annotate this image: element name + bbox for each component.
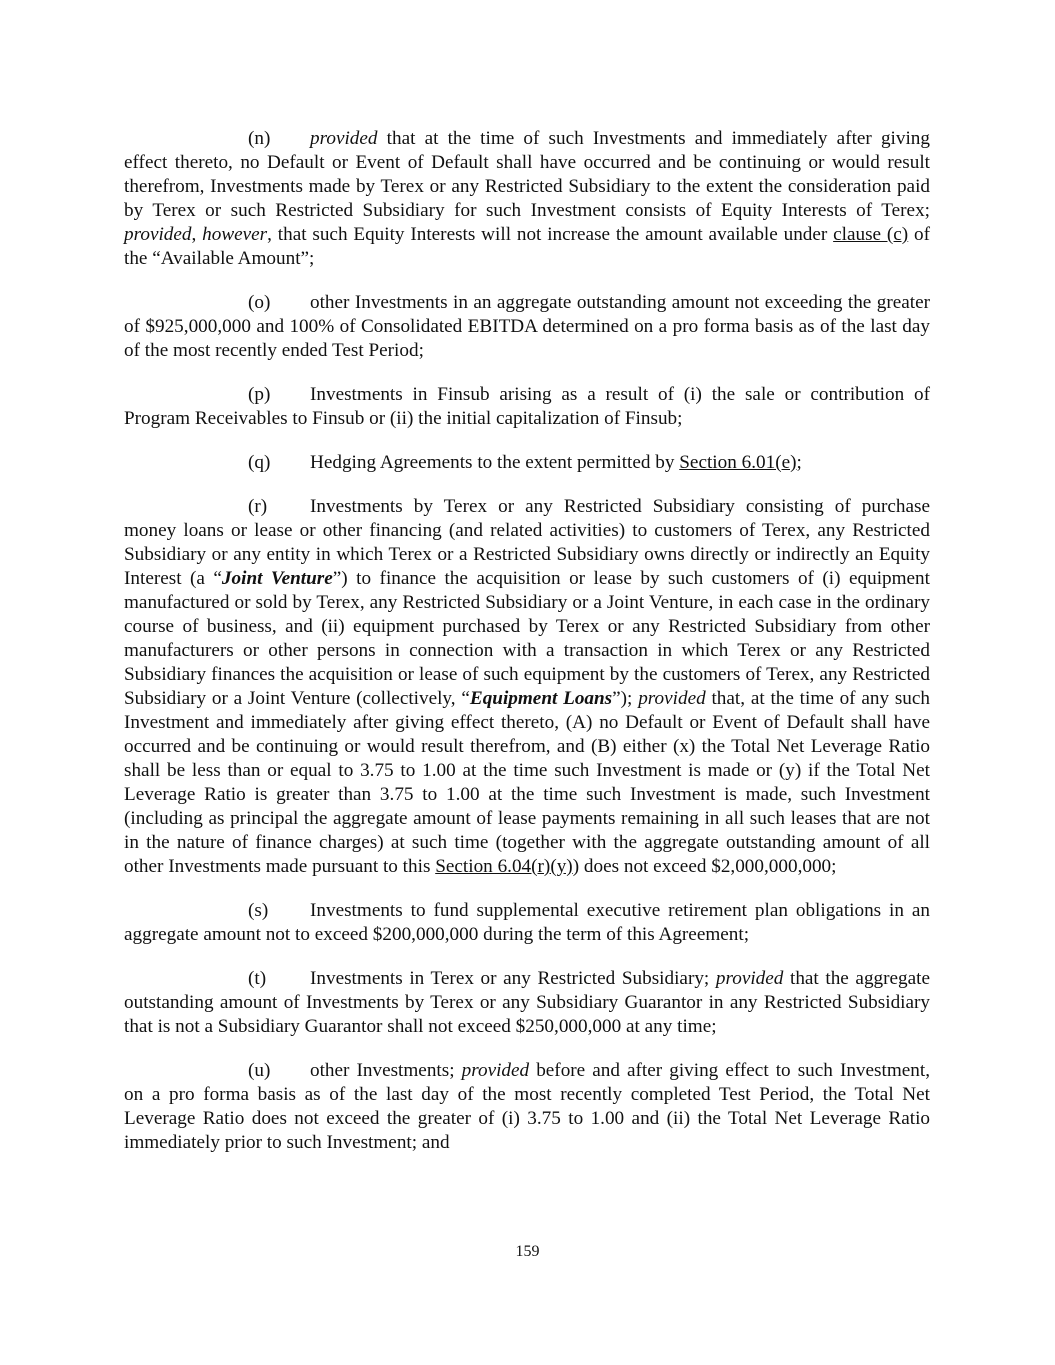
section-reference: Section 6.01(e) [679, 452, 797, 473]
clause-label: (t) [248, 968, 267, 989]
clause-s: (s) Investments to fund supplemental executive retirement plan obligations in an aggregate amount not to exceed $200,000,000 during the term of this Agreement; [124, 900, 930, 945]
clause-p: (p) Investments in Finsub arising as a result of (i) the sale or contribution of Program Receivables to Finsub or (ii) the initial capitalization of Finsub; [124, 384, 930, 429]
clause-label: (s) [248, 900, 269, 921]
clause-o: (o) other Investments in an aggregate outstanding amount not exceeding the greater of $925,000,000 and 100% of Consolidated EBITDA determined on a pro forma basis as of the last day of the most recently ended Test Period; [124, 292, 930, 361]
section-reference: Section 6.04(r)(y) [435, 856, 573, 877]
clause-t: (t) Investments in Terex or any Restricted Subsidiary; provided that the aggregate outstanding amount of Investments by Terex or any Subsidiary Guarantor in any Restricted Subsidiary that is not a Subsidiary Guarantor shall not exceed $250,000,000 at any time; [124, 968, 930, 1037]
defined-term: Equipment Loans [469, 688, 613, 709]
clause-label: (n) [248, 128, 271, 149]
clause-label: (r) [248, 496, 268, 517]
clause-c-reference: clause (c) [833, 224, 909, 245]
clause-r: (r) Investments by Terex or any Restricted Subsidiary consisting of purchase money loans or lease or other financing (and related activities) to customers of Terex, any Restricted Subsidiary or any entity in which Terex or a Restricted Subsidiary owns directly or indirectly an Equity Interest (a “Joint Venture”) to finance the acquisition or lease by such customers of (i) equipment manufactured or sold by Terex, any Restricted Subsidiary or a Joint Venture, in each case in the ordinary course of business, and (ii) equipment purchased by Terex or any Restricted Subsidiary from other manufacturers or other persons in connection with a transaction in which Terex or any Restricted Subsidiary finances the acquisition or lease of such equipment by the customers of Terex, any Restricted Subsidiary or a Joint Venture (collectively, “Equipment Loans”); provided that, at the time of any such Investment and immediately after giving effect thereto, (A) no Default or Event of Default shall have occurred and be continuing or would result therefrom, and (B) either (x) the Total Net Leverage Ratio shall be less than or equal to 3.75 to 1.00 at the time such Investment is made or (y) if the Total Net Leverage Ratio is greater than 3.75 to 1.00 at the time such Investment is made, such Investment (including as principal the aggregate amount of lease payments remaining in all such leases that are not in the nature of finance charges) at such time (together with the aggregate outstanding amount of all other Investments made pursuant to this Section 6.04(r)(y)) does not exceed $2,000,000,000; [124, 496, 930, 877]
clause-label: (q) [248, 452, 271, 473]
clause-n: (n) provided that at the time of such Investments and immediately after giving effect thereto, no Default or Event of Default shall have occurred and be continuing or would result therefrom, Investments made by Terex or any Restricted Subsidiary to the extent the consideration paid by Terex or such Restricted Subsidiary for such Investment consists of Equity Interests of Terex; provided, however, that such Equity Interests will not increase the amount available under clause (c) of the “Available Amount”; [124, 128, 931, 269]
clause-q: (q) Hedging Agreements to the extent permitted by Section 6.01(e); [248, 452, 802, 473]
document-body [124, 127, 930, 1175]
clause-label: (p) [248, 384, 271, 405]
page-number: 159 [515, 1243, 540, 1260]
clause-label: (o) [248, 292, 271, 313]
defined-term: Joint Venture [221, 568, 333, 589]
clause-label: (u) [248, 1060, 271, 1081]
clause-u: (u) other Investments; provided before and after giving effect to such Investment, on a pro forma basis as of the last day of the most recently completed Test Period, the Total Net Leverage Ratio does not exceed the greater of (i) 3.75 to 1.00 and (ii) the Total Net Leverage Ratio immediately prior to such Investment; and [124, 1060, 930, 1153]
